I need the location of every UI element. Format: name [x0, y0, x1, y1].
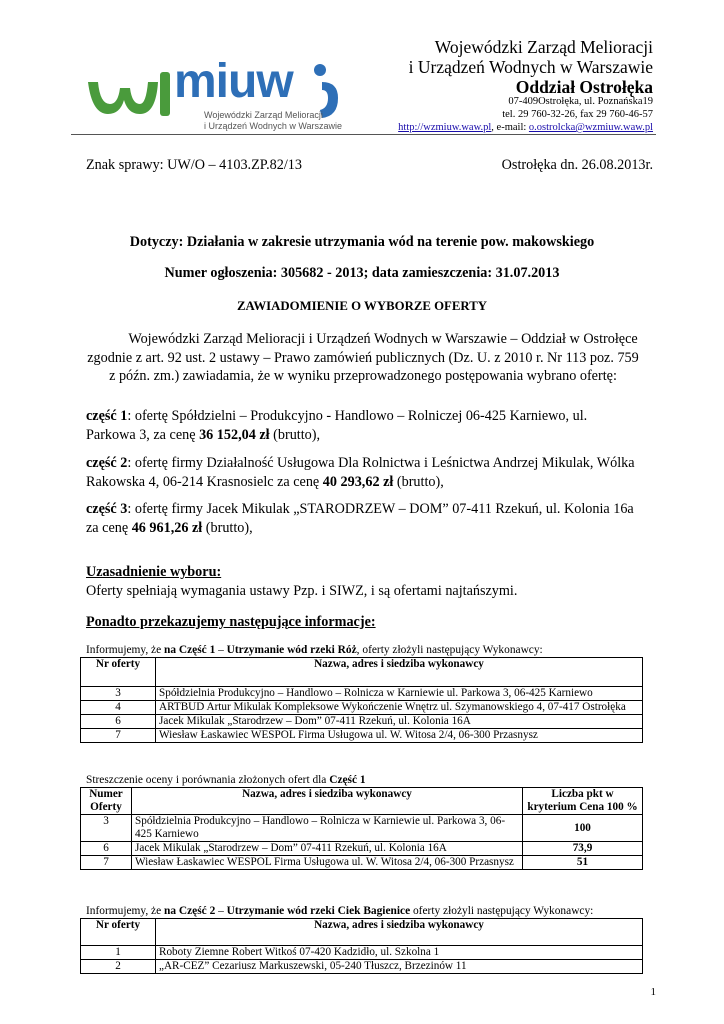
part-2: [86, 454, 635, 491]
page-number: 1: [650, 986, 656, 998]
points: 100: [523, 815, 643, 842]
table-row: [81, 842, 643, 856]
header-divider: [71, 134, 656, 135]
table-row: [81, 729, 643, 743]
part-2-price: 40 293,62 zł: [322, 473, 394, 490]
offer-number: 6: [81, 715, 156, 729]
offer-number: 3: [81, 687, 156, 701]
table-row: [81, 701, 643, 715]
table-row: [81, 856, 643, 870]
logo: [86, 55, 346, 134]
offer-number: 2: [81, 960, 156, 974]
offer-number: 4: [81, 701, 156, 715]
part-3-price: 46 961,26 zł: [131, 519, 203, 536]
contractor-name: Roboty Ziemne Robert Witkoś 07-420 Kadzidło, ul. Szkolna 1: [156, 946, 643, 960]
table-row: [81, 815, 643, 842]
part-1-suffix: (brutto),: [269, 426, 321, 443]
part-2-line-2: Rakowska 4, 06-214 Krasnosielc za cenę: [86, 473, 323, 490]
subject-line: Dotyczy: Działania w zakresie utrzymania wód na terenie pow. makowskiego: [129, 234, 595, 250]
contractor-name: Spółdzielnia Produkcyjno – Handlowo – Rolnicza w Karniewie ul. Parkowa 3, 06-425 Karniewo: [156, 687, 643, 701]
org-name-line-1: Wojewódzki Zarząd Melioracji: [434, 37, 653, 57]
org-name-line-2: i Urządzeń Wodnych w Warszawie: [408, 57, 653, 77]
contractor-name: Wiesław Łaskawiec WESPOL Firma Usługowa ul. W. Witosa 2/4, 06-300 Przasnysz: [132, 856, 523, 870]
logo-caption: Wojewódzki Zarząd Melioracji i Urządzeń Wodnych w Warszawie: [204, 110, 343, 131]
contractor-name: Spółdzielnia Produkcyjno – Handlowo – Rolnicza w Karniewie ul. Parkowa 3, 06-425 Karniewo: [132, 815, 523, 842]
part-1-line-2: Parkowa 3, za cenę: [86, 426, 200, 443]
table-header: Nazwa, adres i siedziba wykonawcy: [156, 919, 643, 946]
offer-number: 7: [81, 729, 156, 743]
email-prefix: , e-mail:: [491, 122, 529, 133]
part-1-line-1: : ofertę Spółdzielni – Produkcyjno - Handlowo – Rolniczej 06-425 Karniewo, ul.: [127, 408, 588, 424]
table-header: Nr oferty: [81, 919, 156, 946]
org-branch: Oddział Ostrołęka: [515, 77, 653, 97]
offer-number: 1: [81, 946, 156, 960]
offer-number: 3: [81, 815, 132, 842]
contractor-name: ARTBUD Artur Mikulak Kompleksowe Wykończenie Wnętrz ul. Szymanowskiego 4, 07-417 Ostrołęka: [156, 701, 643, 715]
offer-number: 6: [81, 842, 132, 856]
table-header: Liczba pkt w kryterium Cena 100 %: [523, 788, 643, 815]
offers-table-part-2: [80, 918, 643, 974]
points: 51: [523, 856, 643, 870]
table-header: Nr oferty: [81, 658, 156, 687]
contractor-name: „AR-CEZ” Cezariusz Markuszewski, 05-240 Tłuszcz, Brzezinów 11: [156, 960, 643, 974]
part-1-label: część 1: [86, 408, 128, 424]
table-row: [81, 715, 643, 729]
contractor-name: Jacek Mikulak „Starodrzew – Dom” 07-411 Rzekuń, ul. Kolonia 16A: [132, 842, 523, 856]
table1-caption: Informujemy, że na Część 1 – Utrzymanie wód rzeki Róż, oferty złożyli następujący Wykonawcy:: [86, 644, 543, 656]
table-header: Nazwa, adres i siedziba wykonawcy: [156, 658, 643, 687]
table-header: Numer Oferty: [81, 788, 132, 815]
table-row: [81, 960, 643, 974]
table-row: [81, 946, 643, 960]
part-2-label: część 2: [86, 455, 128, 471]
part-1: [86, 407, 587, 444]
evaluation-table-part-1: [80, 787, 643, 870]
table3-caption: Informujemy, że na Część 2 – Utrzymanie wód rzeki Ciek Bagienice oferty złożyli następujący Wykonawcy:: [86, 905, 594, 917]
case-reference: Znak sprawy: UW/O – 4103.ZP.82/13: [86, 157, 302, 173]
part-3: [86, 500, 634, 537]
justification: [86, 563, 517, 600]
part-3-suffix: (brutto),: [202, 519, 253, 536]
place-date: Ostrołęka dn. 26.08.2013r.: [501, 157, 653, 173]
org-phone: tel. 29 760-32-26, fax 29 760-46-57: [502, 109, 653, 120]
website-link[interactable]: http://wzmiuw.waw.pl: [398, 122, 492, 133]
offers-table-part-1: [80, 657, 643, 743]
table-header: Nazwa, adres i siedziba wykonawcy: [132, 788, 523, 815]
part-1-price: 36 152,04 zł: [199, 426, 270, 443]
document-heading: ZAWIADOMIENIE O WYBORZE OFERTY: [237, 299, 487, 313]
contractor-name: Jacek Mikulak „Starodrzew – Dom” 07-411 Rzekuń, ul. Kolonia 16A: [156, 715, 643, 729]
contractor-name: Wiesław Łaskawiec WESPOL Firma Usługowa ul. W. Witosa 2/4, 06-300 Przasnysz: [156, 729, 643, 743]
part-3-label: część 3: [86, 501, 128, 517]
org-contact-block: [398, 95, 653, 134]
intro-paragraph: [80, 330, 646, 386]
email-link[interactable]: o.ostrolcka@wzmiuw.waw.pl: [528, 122, 653, 133]
part-2-suffix: (brutto),: [393, 473, 444, 490]
org-links: [398, 121, 653, 134]
notice-number: Numer ogłoszenia: 305682 - 2013; data zamieszczenia: 31.07.2013: [164, 265, 560, 281]
table2-caption: Streszczenie oceny i porównania złożonych ofert dla Część 1: [86, 774, 366, 786]
intro-line-1: Wojewódzki Zarząd Melioracji i Urządzeń Wodnych w Warszawie – Oddział w Ostrołęce: [128, 331, 638, 347]
part-3-line-2: za cenę: [86, 519, 132, 536]
part-2-line-1: : ofertę firmy Działalność Usługowa Dla Rolnictwa i Leśnictwa Andrzej Mikulak, Wólka: [127, 455, 635, 471]
offer-number: 7: [81, 856, 132, 870]
intro-line-2: zgodnie z art. 92 ust. 2 ustawy – Prawo zamówień publicznych (Dz. U. z 2010 r. Nr 113 poz. 759: [87, 349, 639, 366]
org-name-block: [409, 37, 653, 97]
org-address: 07-409Ostrołęka, ul. Poznańska19: [508, 96, 653, 107]
part-3-line-1: : ofertę firmy Jacek Mikulak „STARODRZEW – DOM” 07-411 Rzekuń, ul. Kolonia 16a: [127, 501, 634, 517]
table-row: [81, 687, 643, 701]
logo-word: miuw: [174, 55, 293, 108]
further-info-heading: Ponadto przekazujemy następujące informacje:: [86, 614, 376, 630]
intro-line-3: z późn. zm.) zawiadamia, że w wyniku przeprowadzonego postępowania wybrano ofertę:: [109, 368, 617, 384]
points: 73,9: [523, 842, 643, 856]
justification-text: Oferty spełniają wymagania ustawy Pzp. i SIWZ, i są ofertami najtańszymi.: [86, 582, 518, 599]
justification-heading: Uzasadnienie wyboru:: [86, 564, 222, 580]
